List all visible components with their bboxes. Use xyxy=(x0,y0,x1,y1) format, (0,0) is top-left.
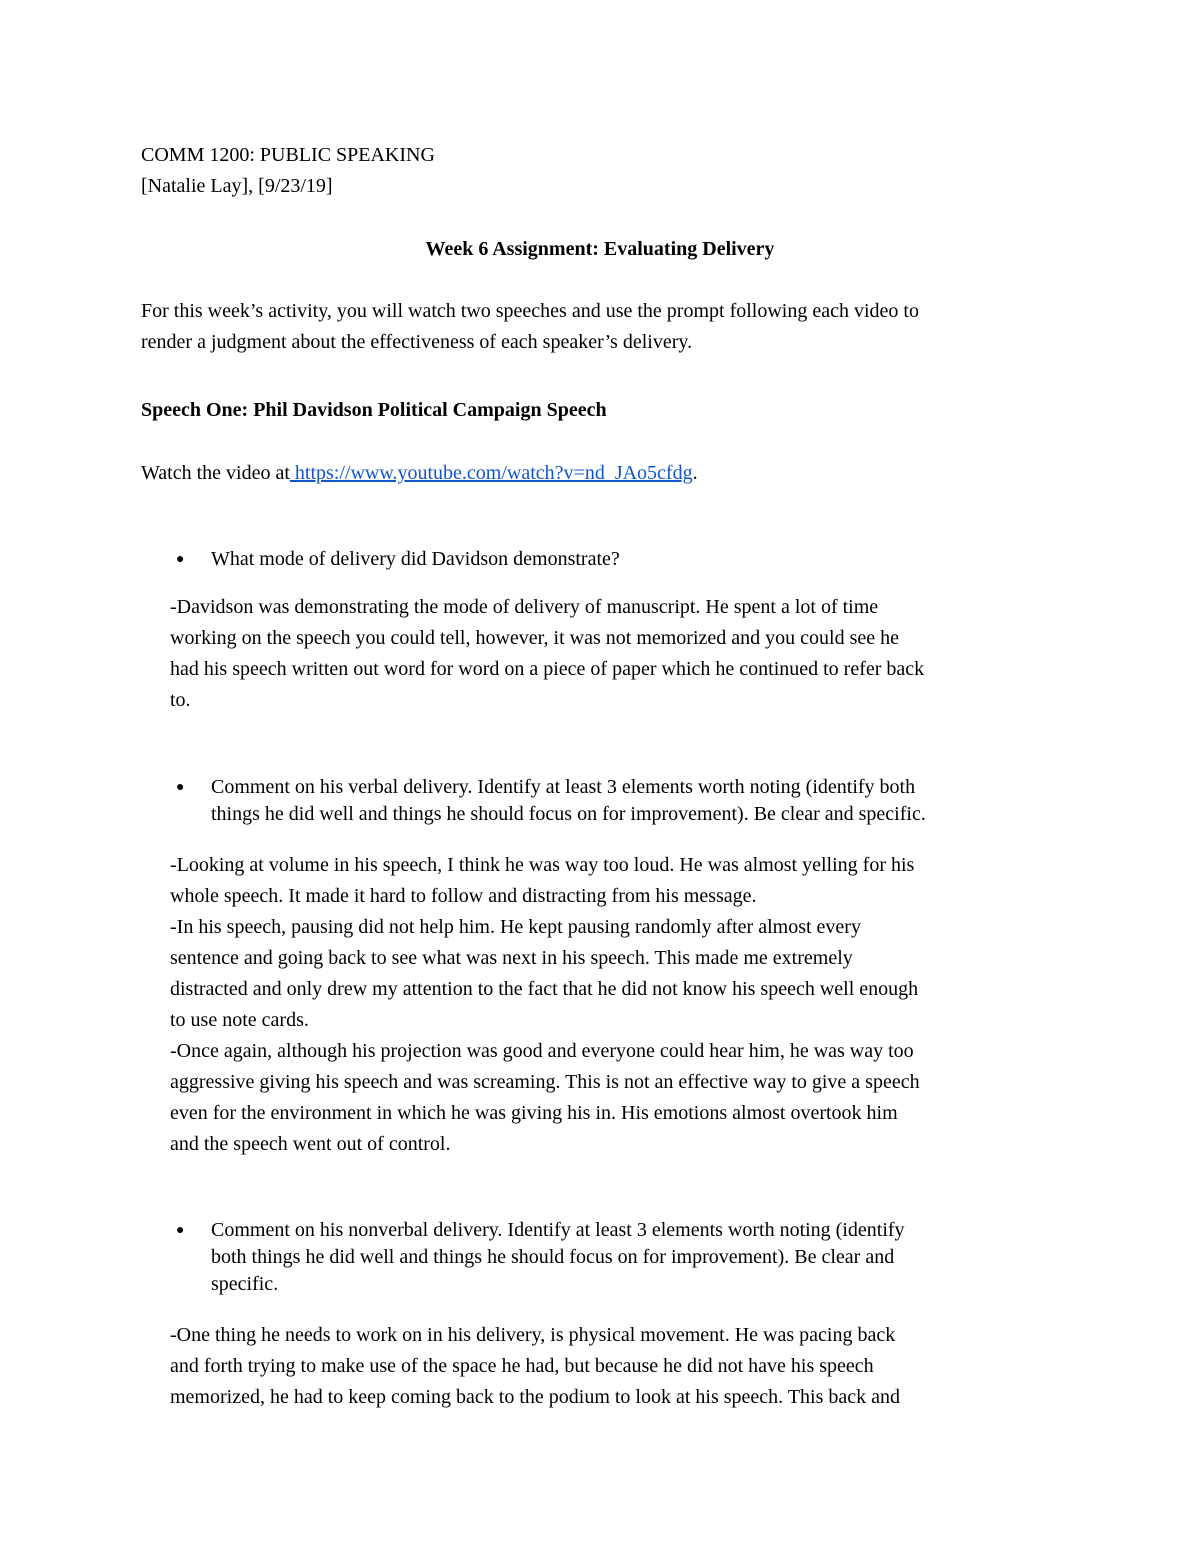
answer-line: to. xyxy=(170,689,191,711)
answer-line: distracted and only drew my attention to the fact that he did not know his speech well enough xyxy=(170,978,919,1000)
answer-line: and forth trying to make use of the space he had, but because he did not have his speech xyxy=(170,1355,874,1377)
bullet-icon: ● xyxy=(176,780,185,795)
answer-line: memorized, he had to keep coming back to the podium to look at his speech. This back and xyxy=(170,1386,900,1408)
answer-line: -Once again, although his projection was good and everyone could hear him, he was way too xyxy=(170,1040,914,1062)
assignment-title: Week 6 Assignment: Evaluating Delivery xyxy=(425,238,775,260)
answer-line: -Looking at volume in his speech, I think he was way too loud. He was almost yelling for his xyxy=(170,854,915,876)
answer-line: -In his speech, pausing did not help him. He kept pausing randomly after almost every xyxy=(170,916,861,938)
question-3-text: Comment on his nonverbal delivery. Identify at least 3 elements worth noting (identify both things he did well and things he should focus on for improvement). Be clear and specific. xyxy=(211,1219,905,1295)
student-name-date: [Natalie Lay], [9/23/19] xyxy=(141,175,333,197)
answer-1 xyxy=(170,592,924,716)
watch-suffix: . xyxy=(692,462,698,484)
intro-paragraph xyxy=(141,296,919,358)
course-title: COMM 1200: PUBLIC SPEAKING xyxy=(141,144,435,166)
answer-line: to use note cards. xyxy=(170,1009,309,1031)
answer-line: -One thing he needs to work on in his delivery, is physical movement. He was pacing back xyxy=(170,1324,896,1346)
answer-line: whole speech. It made it hard to follow and distracting from his message. xyxy=(170,885,757,907)
answer-line: aggressive giving his speech and was screaming. This is not an effective way to give a speech xyxy=(170,1071,920,1093)
youtube-link[interactable]: https://www.youtube.com/watch?v=nd_JAo5cfdg xyxy=(289,462,693,484)
answer-line: -Davidson was demonstrating the mode of delivery of manuscript. He spent a lot of time xyxy=(170,596,879,618)
bullet-icon: ● xyxy=(176,552,185,567)
answer-2 xyxy=(170,850,920,1160)
intro-line: render a judgment about the effectiveness of each speaker’s delivery. xyxy=(141,331,693,353)
question-2-text: Comment on his verbal delivery. Identify at least 3 elements worth noting (identify both things he did well and things he should focus on for improvement). Be clear and specific. xyxy=(211,776,926,825)
intro-line: For this week’s activity, you will watch two speeches and use the prompt following each video to xyxy=(141,300,919,322)
answer-line: even for the environment in which he was giving his in. His emotions almost overtook him xyxy=(170,1102,898,1124)
question-1-text: What mode of delivery did Davidson demonstrate? xyxy=(211,548,620,570)
bullet-icon: ● xyxy=(176,1223,185,1238)
answer-line: had his speech written out word for word on a piece of paper which he continued to refer back xyxy=(170,658,925,680)
speech-one-heading: Speech One: Phil Davidson Political Campaign Speech xyxy=(141,399,607,421)
answer-line: sentence and going back to see what was next in his speech. This made me extremely xyxy=(170,947,853,969)
watch-video-line xyxy=(141,458,698,489)
answer-line: and the speech went out of control. xyxy=(170,1133,451,1155)
watch-prefix: Watch the video at xyxy=(141,462,290,484)
answer-3 xyxy=(170,1320,900,1413)
answer-line: working on the speech you could tell, however, it was not memorized and you could see he xyxy=(170,627,900,649)
document-header xyxy=(141,140,435,202)
